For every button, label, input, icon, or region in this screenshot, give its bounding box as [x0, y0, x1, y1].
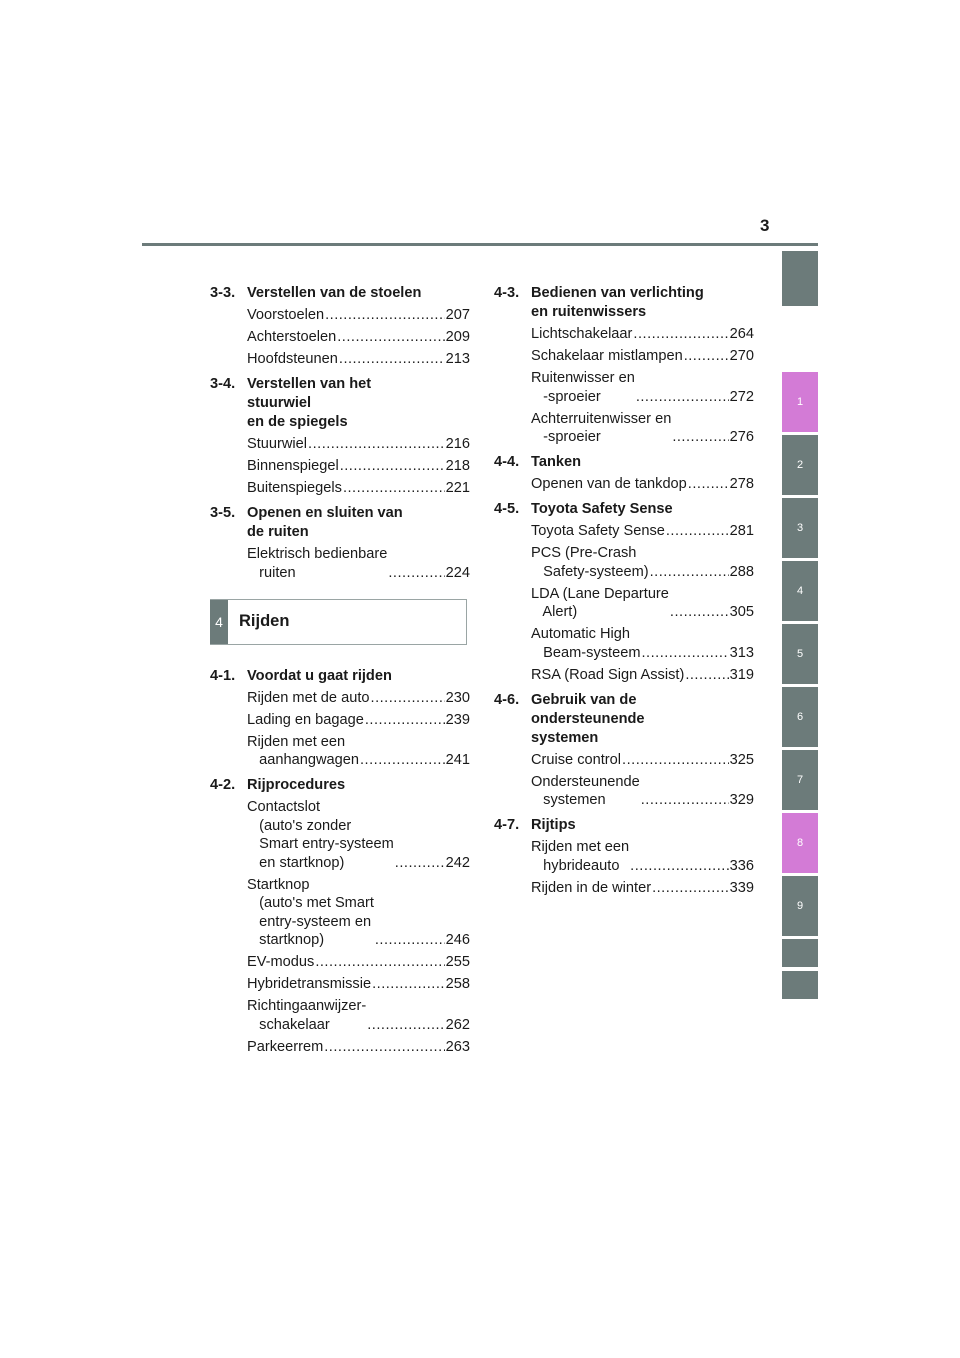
entry-label: RSA (Road Sign Assist) — [531, 666, 685, 683]
dot-leader — [339, 350, 445, 369]
toc-left-column — [210, 284, 470, 1063]
entry-page-number: 209 — [445, 329, 470, 345]
dot-leader — [315, 953, 444, 972]
chapter-tab[interactable]: 1 — [782, 372, 818, 432]
toc-section-heading[interactable] — [210, 667, 470, 686]
entry-page-number: 325 — [729, 751, 754, 768]
entry-page-number: 262 — [445, 1016, 470, 1033]
toc-section-heading[interactable] — [210, 284, 470, 303]
dot-leader — [650, 563, 729, 582]
section-title: Gebruik van de ondersteunende systemen — [531, 691, 645, 746]
entry-page-number: 319 — [729, 666, 754, 683]
entry-label: Voorstoelen — [247, 307, 325, 323]
toc-entry[interactable] — [247, 435, 470, 454]
entry-label: Schakelaar mistlampen — [531, 348, 683, 364]
chapter-tab[interactable]: 8 — [782, 813, 818, 873]
toc-section-heading[interactable] — [494, 691, 754, 748]
dot-leader — [372, 975, 445, 994]
entry-page-number: 263 — [445, 1038, 470, 1055]
entry-label: Achterruitenwisser en -sproeier — [531, 410, 672, 445]
entry-label: Richtingaanwijzer- schakelaar — [247, 998, 367, 1033]
toc-sections-group — [210, 284, 470, 589]
dot-leader — [672, 428, 728, 447]
entry-label: Lading en bagage — [247, 711, 364, 728]
toc-section-heading[interactable] — [494, 816, 754, 835]
dot-leader — [633, 325, 728, 344]
entry-page-number: 281 — [729, 523, 754, 539]
section-number: 3-4. — [210, 376, 236, 392]
entry-label: Parkeerrem — [247, 1038, 324, 1055]
dot-leader — [388, 564, 444, 583]
chapter-tab[interactable]: 5 — [782, 624, 818, 684]
entry-page-number: 242 — [445, 854, 470, 871]
entry-label: PCS (Pre-Crash Safety-systeem) — [531, 545, 649, 580]
dot-leader — [324, 1038, 444, 1057]
entry-label: Startknop (auto's met Smart entry-systeem en startknop) — [247, 876, 374, 948]
section-title: Tanken — [531, 454, 582, 470]
header-rule — [142, 243, 818, 246]
dot-leader — [367, 1016, 444, 1035]
entry-page-number: 270 — [729, 348, 754, 364]
entry-label: Rijden met een hybrideauto — [531, 839, 630, 874]
chapter-tab[interactable] — [782, 939, 818, 967]
entry-label: EV-modus — [247, 954, 315, 970]
toc-entry[interactable] — [247, 306, 470, 325]
section-number: 3-3. — [210, 285, 236, 301]
entry-label: Elektrisch bedienbare ruiten — [247, 546, 388, 581]
chapter-tab[interactable]: 6 — [782, 687, 818, 747]
section-number: 4-3. — [494, 285, 520, 301]
section-title: Rijtips — [531, 817, 576, 833]
chapter-tab[interactable]: 3 — [782, 498, 818, 558]
dot-leader — [630, 857, 728, 876]
entry-label: Rijden met de auto — [247, 689, 370, 706]
entry-page-number: 216 — [445, 436, 470, 452]
dot-leader — [395, 854, 445, 873]
dot-leader — [337, 328, 444, 347]
dot-leader — [343, 479, 445, 498]
entry-label: Stuurwiel — [247, 436, 308, 452]
dot-leader — [622, 751, 729, 770]
dot-leader — [375, 931, 445, 950]
toc-entry[interactable] — [531, 585, 754, 622]
dot-leader — [652, 879, 729, 898]
entry-label: Openen van de tankdop — [531, 476, 687, 492]
entry-page-number: 313 — [729, 644, 754, 661]
chapter-tab[interactable]: 2 — [782, 435, 818, 495]
toc-entry[interactable] — [531, 410, 754, 447]
entry-page-number: 207 — [445, 307, 470, 323]
toc-entry[interactable] — [531, 369, 754, 406]
entry-label: Toyota Safety Sense — [531, 523, 665, 539]
entry-page-number: 258 — [445, 976, 470, 992]
toc-entry[interactable] — [531, 522, 754, 541]
entry-label: Automatic High Beam-systeem — [531, 626, 641, 661]
dot-leader — [371, 689, 445, 708]
toc-section-heading[interactable] — [494, 284, 754, 322]
entry-label: Ondersteunende systemen — [531, 773, 640, 808]
toc-entry[interactable] — [247, 1038, 470, 1057]
toc-entry[interactable] — [247, 711, 470, 730]
section-title: Verstellen van de stoelen — [247, 285, 422, 301]
chapter-tab[interactable]: 7 — [782, 750, 818, 810]
toc-section-heading[interactable] — [210, 504, 470, 542]
chapter-number: 4 — [210, 600, 228, 644]
chapter-tab[interactable]: 9 — [782, 876, 818, 936]
dot-leader — [688, 475, 729, 494]
entry-page-number: 255 — [445, 954, 470, 970]
entry-page-number: 246 — [445, 932, 470, 948]
entry-page-number: 264 — [729, 326, 754, 342]
toc-entry[interactable] — [531, 625, 754, 662]
section-number: 4-2. — [210, 777, 236, 793]
toc-section-heading[interactable] — [210, 776, 470, 795]
dot-leader — [685, 666, 728, 685]
section-number: 3-5. — [210, 505, 236, 521]
section-number: 4-1. — [210, 667, 236, 684]
section-title: Voordat u gaat rijden — [247, 667, 392, 684]
entry-page-number: 339 — [729, 879, 754, 896]
page-number: 3 — [760, 216, 770, 235]
chapter-tab[interactable]: 4 — [782, 561, 818, 621]
entry-page-number: 272 — [729, 388, 754, 405]
dot-leader — [636, 388, 729, 407]
toc-entry[interactable] — [531, 838, 754, 875]
toc-entry[interactable] — [531, 751, 754, 770]
toc-entry[interactable] — [247, 350, 470, 369]
dot-leader — [666, 522, 729, 541]
dot-leader — [670, 603, 729, 622]
entry-label: Rijden met een aanhangwagen — [247, 733, 359, 768]
dot-leader — [308, 435, 445, 454]
dot-leader — [684, 347, 729, 366]
toc-entry[interactable] — [247, 328, 470, 347]
entry-label: Hybridetransmissie — [247, 976, 372, 992]
entry-page-number: 224 — [445, 564, 470, 581]
entry-page-number: 230 — [445, 689, 470, 706]
dot-leader — [340, 457, 445, 476]
toc-entry[interactable] — [247, 457, 470, 476]
toc-entry[interactable] — [247, 975, 470, 994]
toc-section-heading[interactable] — [210, 375, 470, 432]
dot-leader — [641, 644, 728, 663]
entry-label: Ruitenwisser en -sproeier — [531, 370, 635, 405]
toc-entry[interactable] — [247, 733, 470, 770]
entry-page-number: 213 — [445, 351, 470, 367]
toc-entry[interactable] — [247, 953, 470, 972]
toc-sections-group — [210, 667, 470, 1063]
toc-section-heading[interactable] — [494, 500, 754, 519]
section-number: 4-7. — [494, 817, 520, 833]
toc-entry[interactable] — [531, 666, 754, 685]
toc-section-heading[interactable] — [494, 453, 754, 472]
entry-label: LDA (Lane Departure Alert) — [531, 585, 669, 620]
toc-entry[interactable] — [531, 879, 754, 898]
toc-entry[interactable] — [531, 325, 754, 344]
entry-label: Contactslot (auto's zonder Smart entry-systeem en startknop) — [247, 799, 394, 871]
toc-entry[interactable] — [531, 544, 754, 581]
entry-page-number: 329 — [729, 792, 754, 808]
entry-label: Binnenspiegel — [247, 458, 339, 474]
entry-page-number: 218 — [445, 458, 470, 474]
toc-entry[interactable] — [247, 545, 470, 582]
entry-page-number: 278 — [729, 476, 754, 492]
toc-entry[interactable] — [247, 997, 470, 1034]
entry-page-number: 336 — [729, 857, 754, 874]
entry-page-number: 276 — [729, 429, 754, 445]
entry-label: Hoofdsteunen — [247, 351, 338, 367]
toc-sections-group — [494, 284, 754, 904]
toc-right-column — [494, 284, 754, 904]
dot-leader — [325, 306, 445, 325]
dot-leader — [641, 791, 729, 810]
entry-page-number: 239 — [445, 711, 470, 728]
toc-entry[interactable] — [247, 876, 470, 950]
section-title: Toyota Safety Sense — [531, 501, 673, 517]
chapter-tab[interactable] — [782, 251, 818, 306]
toc-entry[interactable] — [531, 773, 754, 810]
entry-label: Lichtschakelaar — [531, 326, 633, 342]
section-number: 4-5. — [494, 501, 520, 517]
entry-page-number: 288 — [729, 563, 754, 580]
entry-page-number: 305 — [729, 604, 754, 620]
section-title: Openen en sluiten van de ruiten — [247, 505, 403, 540]
dot-leader — [360, 751, 445, 770]
toc-entry[interactable] — [531, 347, 754, 366]
section-title: Bedienen van verlichting en ruitenwissers — [531, 285, 704, 320]
toc-entry[interactable] — [531, 475, 754, 494]
toc-entry[interactable] — [247, 798, 470, 872]
entry-label: Buitenspiegels — [247, 480, 342, 496]
toc-entry[interactable] — [247, 689, 470, 708]
chapter-title: Rijden — [239, 612, 290, 630]
section-number: 4-4. — [494, 454, 520, 470]
section-title: Rijprocedures — [247, 777, 346, 793]
dot-leader — [365, 711, 445, 730]
chapter-heading — [210, 599, 467, 645]
entry-page-number: 221 — [445, 480, 470, 496]
section-title: Verstellen van het stuurwiel en de spiegels — [247, 376, 372, 430]
entry-label: Rijden in de winter — [531, 879, 652, 896]
entry-page-number: 241 — [445, 752, 470, 768]
entry-label: Cruise control — [531, 751, 622, 768]
chapter-tab[interactable] — [782, 971, 818, 999]
section-number: 4-6. — [494, 691, 520, 708]
toc-entry[interactable] — [247, 479, 470, 498]
entry-label: Achterstoelen — [247, 329, 337, 345]
